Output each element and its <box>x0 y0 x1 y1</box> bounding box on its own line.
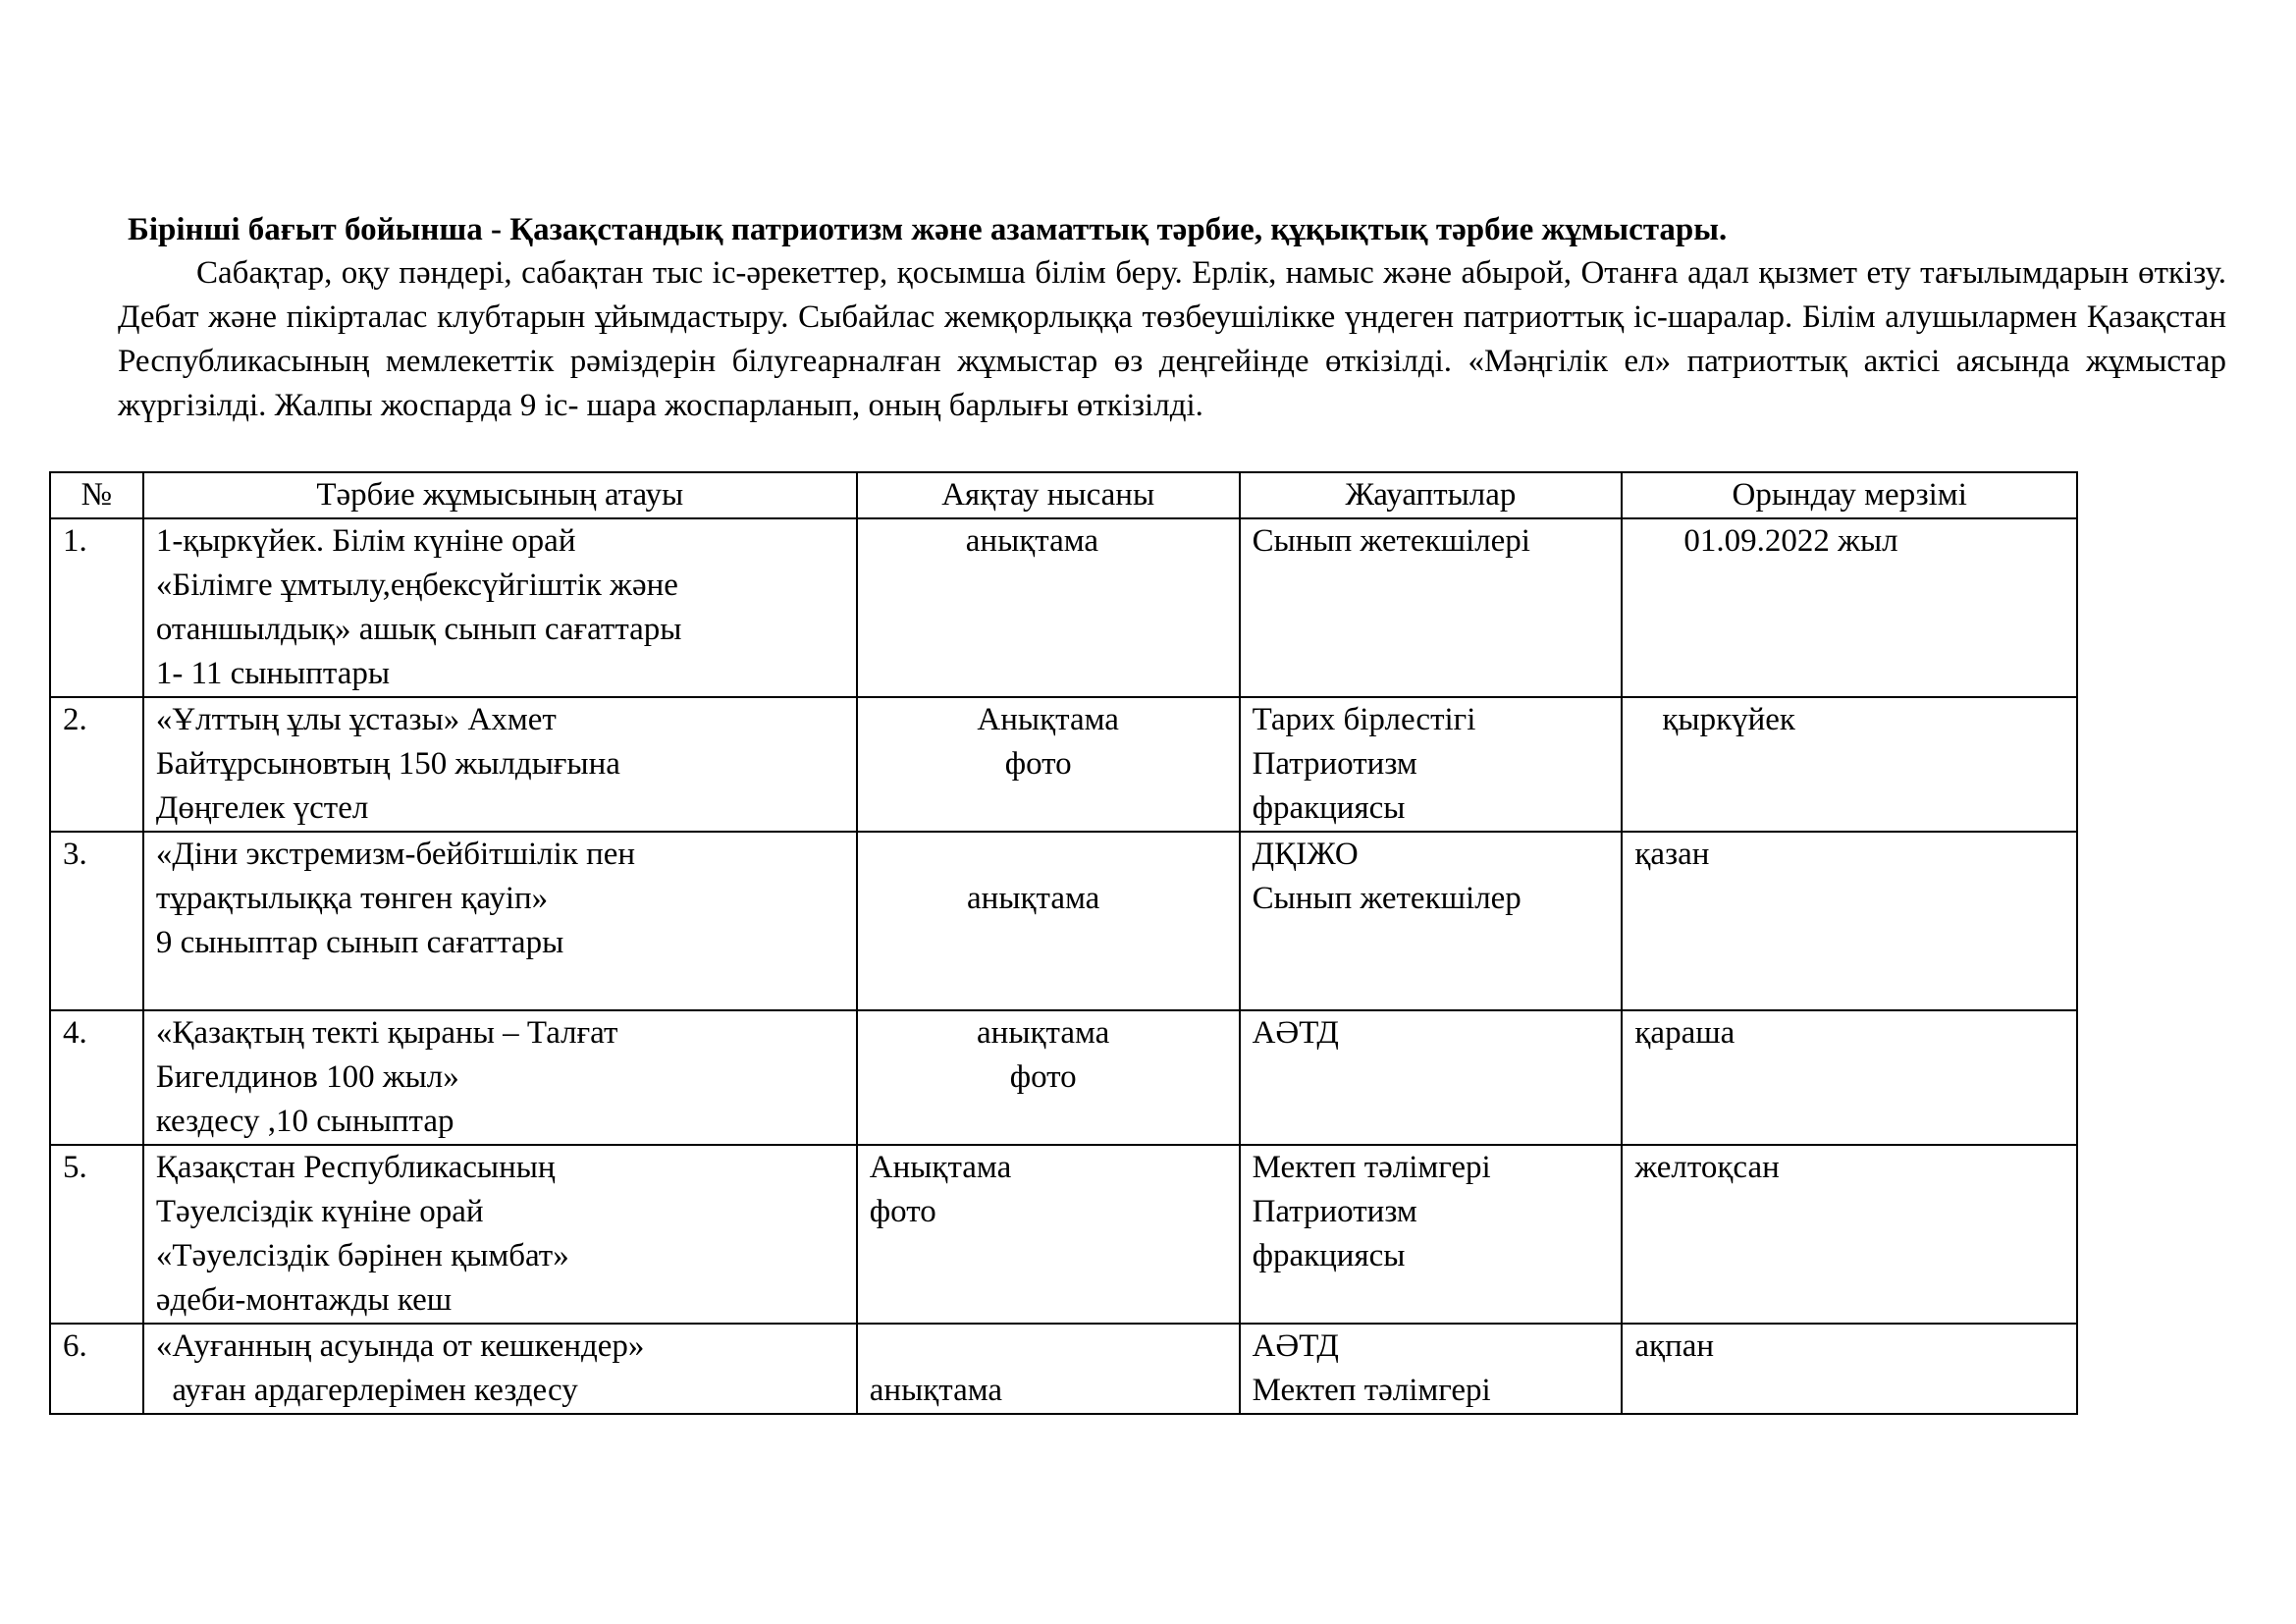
table-row <box>50 1010 2077 1145</box>
name-line: тұрақтылыққа төнген қауіп» <box>155 881 549 916</box>
intro-paragraph <box>118 251 2226 428</box>
cell-date <box>1622 1324 2077 1414</box>
form-line: анықтама <box>977 1015 1110 1051</box>
cell-date <box>1622 697 2077 832</box>
form-line: анықтама <box>967 881 1100 916</box>
resp-line: АӘТД <box>1252 1015 1339 1051</box>
cell-name <box>143 1324 857 1414</box>
table-row <box>50 1324 2077 1414</box>
row-number: 4. <box>63 1015 87 1051</box>
name-line: «Ауғанның асуында от кешкендер» <box>155 1328 645 1364</box>
header-name: Тәрбие жұмысының атауы <box>143 472 857 518</box>
resp-line: фракциясы <box>1252 1238 1406 1273</box>
table-header-row <box>50 472 2077 518</box>
header-form: Аяқтау нысаны <box>857 472 1240 518</box>
name-line: Тәуелсіздік күніне орай <box>155 1194 484 1229</box>
name-line: 1- 11 сыныптары <box>155 656 391 691</box>
cell-name <box>143 1010 857 1145</box>
section-heading: Бірінші бағыт бойынша - Қазақстандық патриотизм және азаматтық тәрбие, құқықтық тәрбие жұмыстары. <box>128 212 1728 247</box>
resp-line: Патриотизм <box>1252 746 1417 782</box>
name-line: 9 сыныптар сынып сағаттары <box>155 925 564 960</box>
cell-form <box>857 1010 1240 1145</box>
resp-line: АӘТД <box>1252 1328 1339 1364</box>
activities-table <box>49 471 2078 1415</box>
date-line: қараша <box>1634 1015 1735 1051</box>
cell-date <box>1622 518 2077 697</box>
resp-line: Патриотизм <box>1252 1194 1417 1229</box>
name-line: Дөңгелек үстел <box>155 790 369 826</box>
header-resp: Жауаптылар <box>1240 472 1623 518</box>
cell-resp <box>1240 518 1623 697</box>
resp-line: Сынып жетекшілері <box>1252 523 1530 559</box>
name-line: «Қазақтың текті қыраны – Талғат <box>155 1015 618 1051</box>
form-line: фото <box>1009 1059 1077 1095</box>
form-line: Анықтама <box>869 1150 1012 1185</box>
resp-line: фракциясы <box>1252 790 1406 826</box>
date-line: ақпан <box>1634 1328 1715 1364</box>
intro-text: Сабақтар, оқу пәндері, сабақтан тыс іс-әрекеттер, қосымша білім беру. Ерлік, намыс және абырой, Отанға адал қызмет ету тағылымдарын өткізу. Дебат және пікірталас клубтарын ұйымдастыру. Сыбайлас жемқорлыққа төзбеушілікке үндеген патриоттық іс-шаралар. Білім алушылармен Қазақстан Республикасының мемлекеттік рәміздерін білугеарналған жұмыстар өз деңгейінде өткізілді. «Мәңгілік ел» патриоттық актісі аясында жұмыстар жүргізілді. Жалпы жоспарда 9 іс- шара жоспарланып, оның барлығы өткізілді. <box>118 255 2226 423</box>
cell-resp <box>1240 1324 1623 1414</box>
form-line: фото <box>1004 746 1072 782</box>
date-line: қазан <box>1634 837 1710 872</box>
name-line: Қазақстан Республикасының <box>155 1150 556 1185</box>
cell-num <box>50 1145 143 1324</box>
row-number: 2. <box>63 702 87 737</box>
form-line: анықтама <box>965 523 1099 559</box>
name-line: Байтұрсыновтың 150 жылдығына <box>155 746 620 782</box>
table-row <box>50 697 2077 832</box>
cell-num <box>50 518 143 697</box>
table-row <box>50 518 2077 697</box>
name-line: кездесу ,10 сыныптар <box>155 1104 454 1139</box>
row-number: 5. <box>63 1150 87 1185</box>
cell-resp <box>1240 1145 1623 1324</box>
resp-line: Сынып жетекшілер <box>1252 881 1522 916</box>
date-line: қыркүйек <box>1662 702 1795 737</box>
resp-line: Мектеп тәлімгері <box>1252 1150 1491 1185</box>
cell-form <box>857 832 1240 1010</box>
cell-resp <box>1240 697 1623 832</box>
cell-num <box>50 1010 143 1145</box>
cell-form <box>857 518 1240 697</box>
resp-line: Мектеп тәлімгері <box>1252 1373 1491 1408</box>
cell-name <box>143 832 857 1010</box>
cell-name <box>143 697 857 832</box>
table-row <box>50 1145 2077 1324</box>
name-line: ауған ардагерлерімен кездесу <box>155 1373 578 1408</box>
date-line: 01.09.2022 жыл <box>1683 523 1898 559</box>
header-date: Орындау мерзімі <box>1622 472 2077 518</box>
name-line: «Ұлттың ұлы ұстазы» Ахмет <box>155 702 557 737</box>
name-line: «Діни экстремизм-бейбітшілік пен <box>155 837 636 872</box>
cell-form <box>857 1145 1240 1324</box>
row-number: 3. <box>63 837 87 872</box>
cell-name <box>143 1145 857 1324</box>
cell-form <box>857 1324 1240 1414</box>
cell-date <box>1622 832 2077 1010</box>
form-line <box>870 1325 1227 1369</box>
form-line: анықтама <box>869 1373 1003 1408</box>
cell-num <box>50 832 143 1010</box>
row-number: 1. <box>63 523 87 559</box>
date-line: желтоқсан <box>1634 1150 1780 1185</box>
cell-num <box>50 1324 143 1414</box>
resp-line: Тарих бірлестігі <box>1252 702 1476 737</box>
resp-line: ДҚІЖО <box>1252 837 1359 872</box>
name-line: Бигелдинов 100 жыл» <box>155 1059 459 1095</box>
form-line: Анықтама <box>977 702 1119 737</box>
cell-form <box>857 697 1240 832</box>
table-row <box>50 832 2077 1010</box>
header-num: № <box>50 472 143 518</box>
name-line: отаншылдық» ашық сынып сағаттары <box>155 612 682 647</box>
name-line: «Білімге ұмтылу,еңбексүйгіштік және <box>155 568 678 603</box>
name-line: 1-қыркүйек. Білім күніне орай <box>155 523 576 559</box>
cell-resp <box>1240 832 1623 1010</box>
cell-resp <box>1240 1010 1623 1145</box>
cell-num <box>50 697 143 832</box>
name-line: «Тәуелсіздік бәрінен қымбат» <box>155 1238 569 1273</box>
name-line: әдеби-монтажды кеш <box>155 1282 453 1318</box>
cell-date <box>1622 1010 2077 1145</box>
form-line <box>870 833 1227 877</box>
cell-name <box>143 518 857 697</box>
cell-date <box>1622 1145 2077 1324</box>
row-number: 6. <box>63 1328 87 1364</box>
form-line: фото <box>869 1194 936 1229</box>
